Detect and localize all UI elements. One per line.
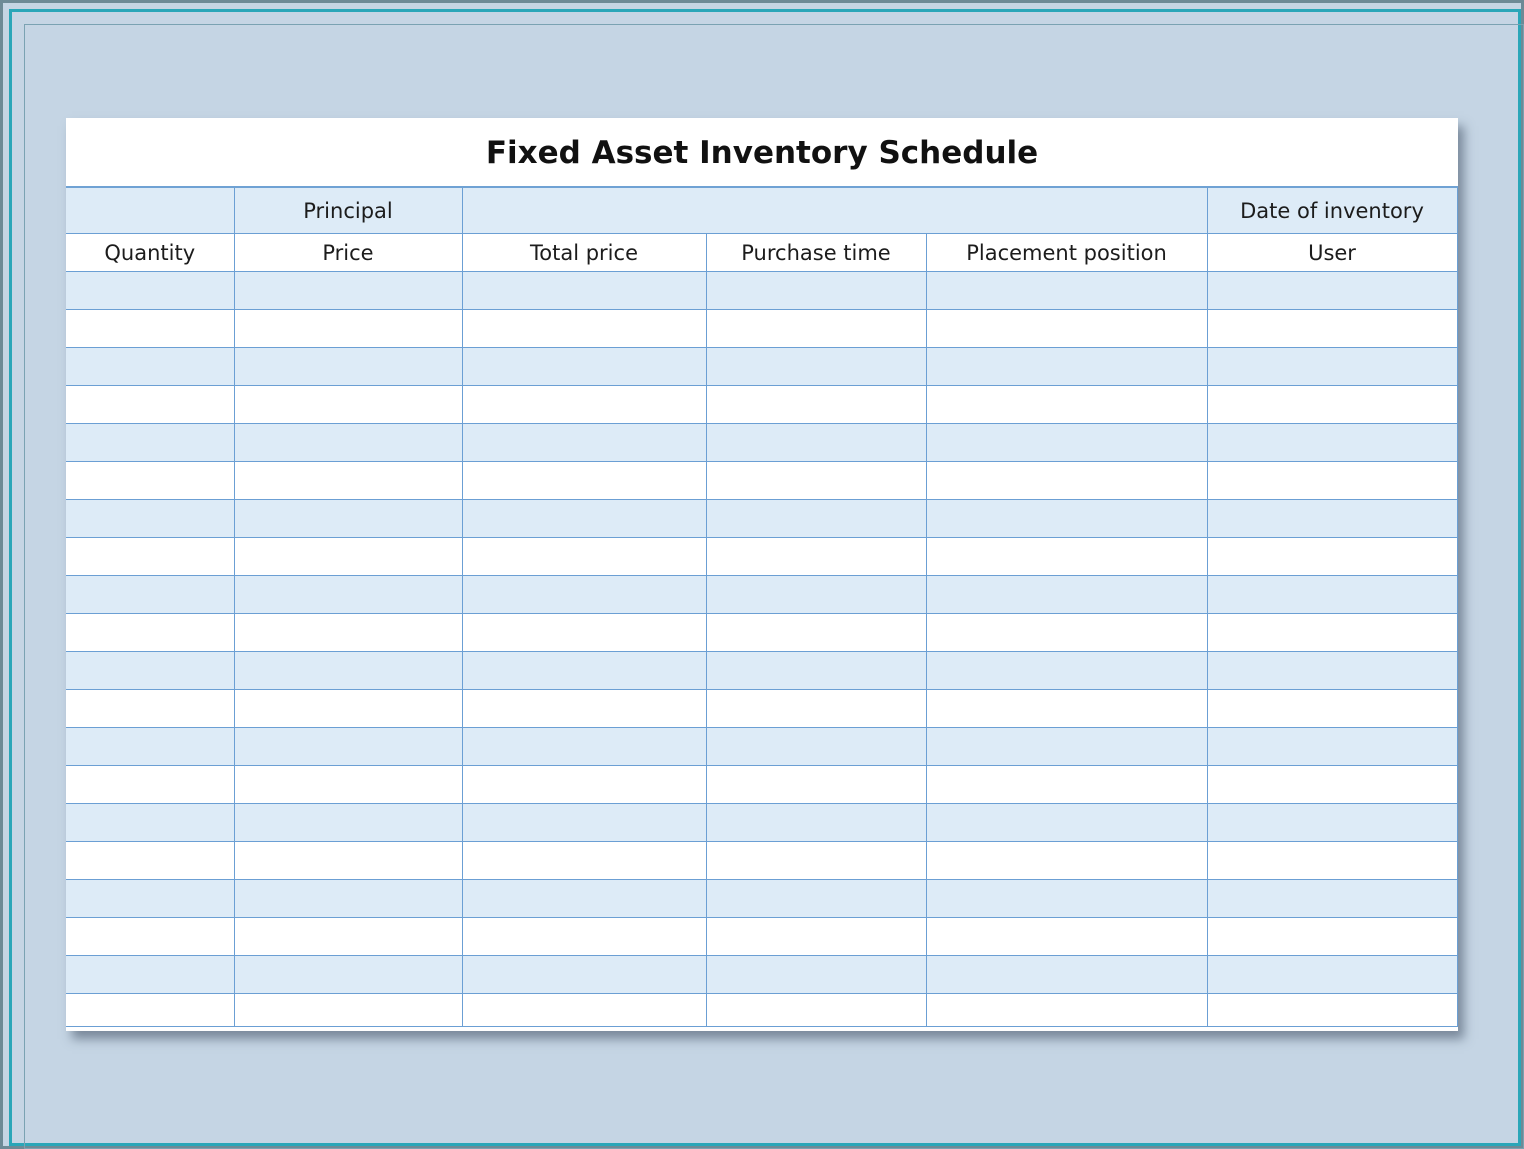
table-row: [66, 614, 1457, 652]
table-cell[interactable]: [234, 272, 462, 310]
table-row: [66, 766, 1457, 804]
header-cell-principal: Principal: [234, 188, 462, 234]
table-cell[interactable]: [462, 766, 706, 804]
table-cell[interactable]: [234, 500, 462, 538]
table-cell[interactable]: [1207, 614, 1457, 652]
header-cell-empty: [66, 188, 234, 234]
table-row: [66, 690, 1457, 728]
table-cell[interactable]: [1207, 500, 1457, 538]
table-cell[interactable]: [1207, 424, 1457, 462]
table-cell[interactable]: [706, 766, 926, 804]
table-cell[interactable]: [66, 842, 234, 880]
table-cell[interactable]: [66, 424, 234, 462]
table-cell[interactable]: [66, 652, 234, 690]
table-cell[interactable]: [1207, 310, 1457, 348]
table-cell[interactable]: [926, 538, 1207, 576]
table-cell[interactable]: [926, 386, 1207, 424]
table-cell[interactable]: [1207, 804, 1457, 842]
table-cell[interactable]: [462, 500, 706, 538]
table-row: [66, 500, 1457, 538]
table-cell[interactable]: [234, 462, 462, 500]
table-row: [66, 462, 1457, 500]
table-cell[interactable]: [926, 500, 1207, 538]
table-cell[interactable]: [462, 348, 706, 386]
table-cell[interactable]: [234, 690, 462, 728]
table-cell[interactable]: [462, 842, 706, 880]
table-cell[interactable]: [234, 880, 462, 918]
table-cell[interactable]: [462, 310, 706, 348]
table-row: [66, 880, 1457, 918]
table-row: [66, 956, 1457, 994]
header-row-top: [66, 188, 1457, 234]
table-cell[interactable]: [234, 652, 462, 690]
table-cell[interactable]: [706, 348, 926, 386]
column-header-total-price: Total price: [462, 234, 706, 272]
table-cell[interactable]: [706, 500, 926, 538]
table-cell[interactable]: [706, 842, 926, 880]
table-cell[interactable]: [66, 880, 234, 918]
table-cell[interactable]: [1207, 272, 1457, 310]
table-cell[interactable]: [66, 272, 234, 310]
table-cell[interactable]: [234, 386, 462, 424]
table-cell[interactable]: [66, 766, 234, 804]
table-cell[interactable]: [234, 918, 462, 956]
table-cell[interactable]: [926, 842, 1207, 880]
table-cell[interactable]: [1207, 348, 1457, 386]
column-header-placement-position: Placement position: [926, 234, 1207, 272]
table-cell[interactable]: [1207, 462, 1457, 500]
table-cell[interactable]: [1207, 842, 1457, 880]
table-row: [66, 728, 1457, 766]
table-cell[interactable]: [66, 500, 234, 538]
table-cell[interactable]: [462, 804, 706, 842]
table-row: [66, 918, 1457, 956]
table-cell[interactable]: [234, 994, 462, 1027]
table-cell[interactable]: [926, 880, 1207, 918]
table-cell[interactable]: [1207, 918, 1457, 956]
table-row: [66, 310, 1457, 348]
table-cell[interactable]: [462, 538, 706, 576]
table-cell[interactable]: [1207, 880, 1457, 918]
table-cell[interactable]: [234, 310, 462, 348]
inventory-sheet: [66, 118, 1458, 1031]
table-cell[interactable]: [462, 576, 706, 614]
table-row: [66, 576, 1457, 614]
table-cell[interactable]: [462, 652, 706, 690]
table-cell[interactable]: [462, 956, 706, 994]
table-cell[interactable]: [462, 424, 706, 462]
table-cell[interactable]: [1207, 728, 1457, 766]
table-cell[interactable]: [462, 272, 706, 310]
table-cell[interactable]: [706, 424, 926, 462]
table-cell[interactable]: [926, 462, 1207, 500]
table-cell[interactable]: [66, 728, 234, 766]
table-cell[interactable]: [462, 728, 706, 766]
table-cell[interactable]: [1207, 766, 1457, 804]
sheet-title: Fixed Asset Inventory Schedule: [485, 135, 1039, 171]
table-cell[interactable]: [66, 462, 234, 500]
table-cell[interactable]: [66, 918, 234, 956]
table-cell[interactable]: [926, 310, 1207, 348]
table-cell[interactable]: [234, 956, 462, 994]
table-cell[interactable]: [926, 348, 1207, 386]
table-cell[interactable]: [234, 424, 462, 462]
column-header-quantity: Quantity: [66, 234, 234, 272]
table-cell[interactable]: [462, 386, 706, 424]
table-cell[interactable]: [234, 804, 462, 842]
table-row: [66, 386, 1457, 424]
column-header-user: User: [1207, 234, 1457, 272]
table-cell[interactable]: [234, 842, 462, 880]
table-cell[interactable]: [462, 994, 706, 1027]
table-cell[interactable]: [706, 880, 926, 918]
table-cell[interactable]: [234, 538, 462, 576]
table-cell[interactable]: [706, 310, 926, 348]
table-row: [66, 652, 1457, 690]
table-cell[interactable]: [1207, 652, 1457, 690]
table-cell[interactable]: [1207, 538, 1457, 576]
table-cell[interactable]: [926, 728, 1207, 766]
table-cell[interactable]: [706, 462, 926, 500]
table-cell[interactable]: [234, 576, 462, 614]
table-cell[interactable]: [926, 576, 1207, 614]
table-cell[interactable]: [1207, 386, 1457, 424]
table-cell[interactable]: [234, 614, 462, 652]
table-cell[interactable]: [706, 728, 926, 766]
table-cell[interactable]: [462, 614, 706, 652]
table-cell[interactable]: [66, 538, 234, 576]
table-cell[interactable]: [706, 918, 926, 956]
table-cell[interactable]: [66, 690, 234, 728]
table-cell[interactable]: [926, 994, 1207, 1027]
header-cell-date-of-inventory: Date of inventory: [1207, 188, 1457, 234]
table-cell[interactable]: [66, 956, 234, 994]
table-cell[interactable]: [926, 614, 1207, 652]
column-header-purchase-time: Purchase time: [706, 234, 926, 272]
table-cell[interactable]: [462, 690, 706, 728]
table-row: [66, 424, 1457, 462]
table-cell[interactable]: [66, 994, 234, 1027]
table-cell[interactable]: [1207, 690, 1457, 728]
table-cell[interactable]: [462, 880, 706, 918]
table-cell[interactable]: [926, 652, 1207, 690]
table-cell[interactable]: [706, 614, 926, 652]
table-cell[interactable]: [926, 424, 1207, 462]
inventory-table: [66, 188, 1458, 1027]
table-cell[interactable]: [926, 918, 1207, 956]
table-cell[interactable]: [462, 918, 706, 956]
table-cell[interactable]: [706, 956, 926, 994]
table-row: [66, 538, 1457, 576]
table-cell[interactable]: [706, 576, 926, 614]
table-cell[interactable]: [926, 766, 1207, 804]
table-cell[interactable]: [66, 614, 234, 652]
table-cell[interactable]: [66, 348, 234, 386]
table-row: [66, 272, 1457, 310]
table-cell[interactable]: [1207, 576, 1457, 614]
table-cell[interactable]: [66, 804, 234, 842]
table-cell[interactable]: [462, 462, 706, 500]
table-cell[interactable]: [66, 310, 234, 348]
table-cell[interactable]: [926, 804, 1207, 842]
table-cell[interactable]: [706, 804, 926, 842]
table-cell[interactable]: [1207, 994, 1457, 1027]
table-cell[interactable]: [66, 386, 234, 424]
table-cell[interactable]: [234, 728, 462, 766]
table-cell[interactable]: [926, 690, 1207, 728]
table-cell[interactable]: [234, 766, 462, 804]
table-cell[interactable]: [926, 272, 1207, 310]
table-cell[interactable]: [1207, 956, 1457, 994]
table-cell[interactable]: [706, 272, 926, 310]
table-cell[interactable]: [706, 690, 926, 728]
table-row: [66, 842, 1457, 880]
table-cell[interactable]: [926, 956, 1207, 994]
table-cell[interactable]: [706, 538, 926, 576]
table-cell[interactable]: [706, 652, 926, 690]
column-header-price: Price: [234, 234, 462, 272]
table-cell[interactable]: [66, 576, 234, 614]
table-cell[interactable]: [706, 386, 926, 424]
table-row: [66, 994, 1457, 1027]
header-cell-merged: [462, 188, 1207, 234]
table-row: [66, 348, 1457, 386]
table-cell[interactable]: [706, 994, 926, 1027]
header-row-columns: [66, 234, 1457, 272]
table-cell[interactable]: [234, 348, 462, 386]
table-row: [66, 804, 1457, 842]
